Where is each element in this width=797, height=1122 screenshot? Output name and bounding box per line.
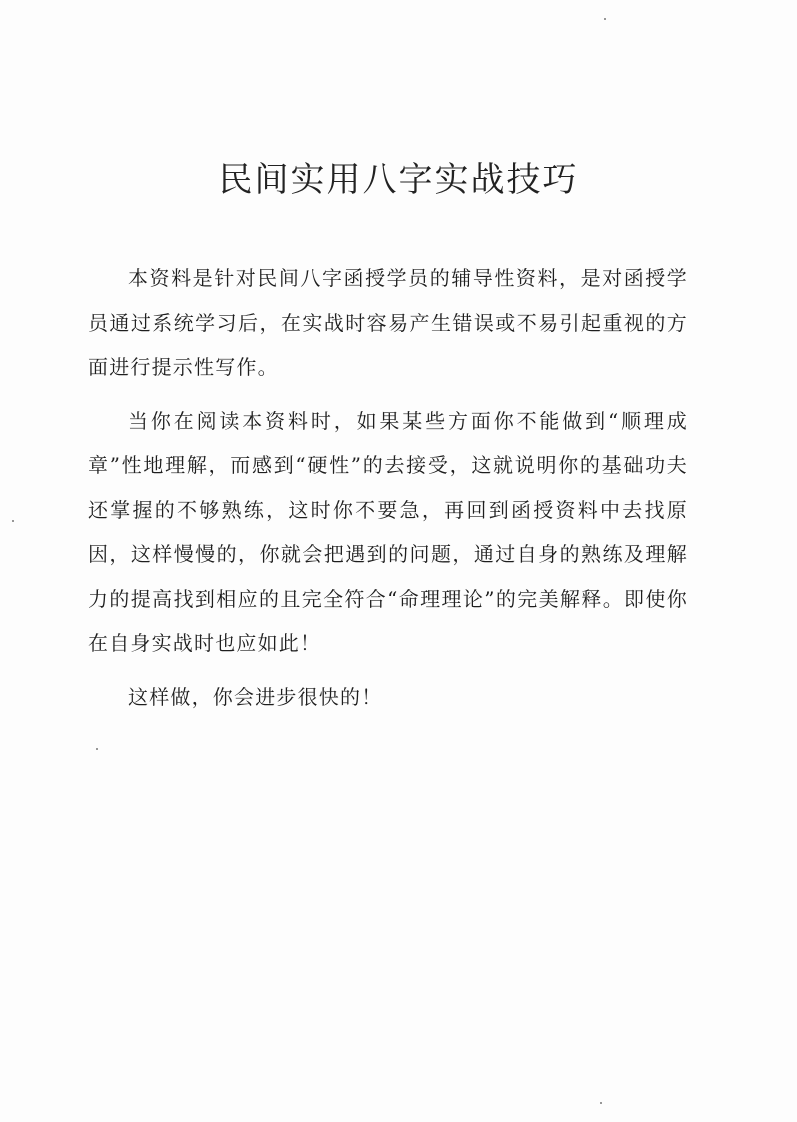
scan-speck — [96, 748, 98, 750]
paragraph-closing: 这样做，你会进步很快的！ — [128, 684, 383, 709]
document-body — [88, 256, 688, 728]
paragraph-intro: 本资料是针对民间八字函授学员的辅导性资料，是对函授学员通过系统学习后，在实战时容易产生错误或不易引起重视的方面进行提示性写作。 — [88, 266, 688, 379]
scan-speck — [604, 18, 606, 20]
scan-speck — [12, 520, 14, 522]
document-title: 民间实用八字实战技巧 — [218, 160, 579, 200]
scan-speck — [600, 1102, 602, 1104]
paragraph-advice: 当你在阅读本资料时，如果某些方面你不能做到“顺理成章”性地理解，而感到“硬性”的去接受，这就说明你的基础功夫还掌握的不够熟练，这时你不要急，再回到函授资料中去找原因，这样慢慢的，你就会把遇到的问题，通过自身的熟练及理解力的提高找到相应的且完全符合“命理理论”的完美解释。即使你在自身实战时也应如此！ — [88, 408, 688, 655]
